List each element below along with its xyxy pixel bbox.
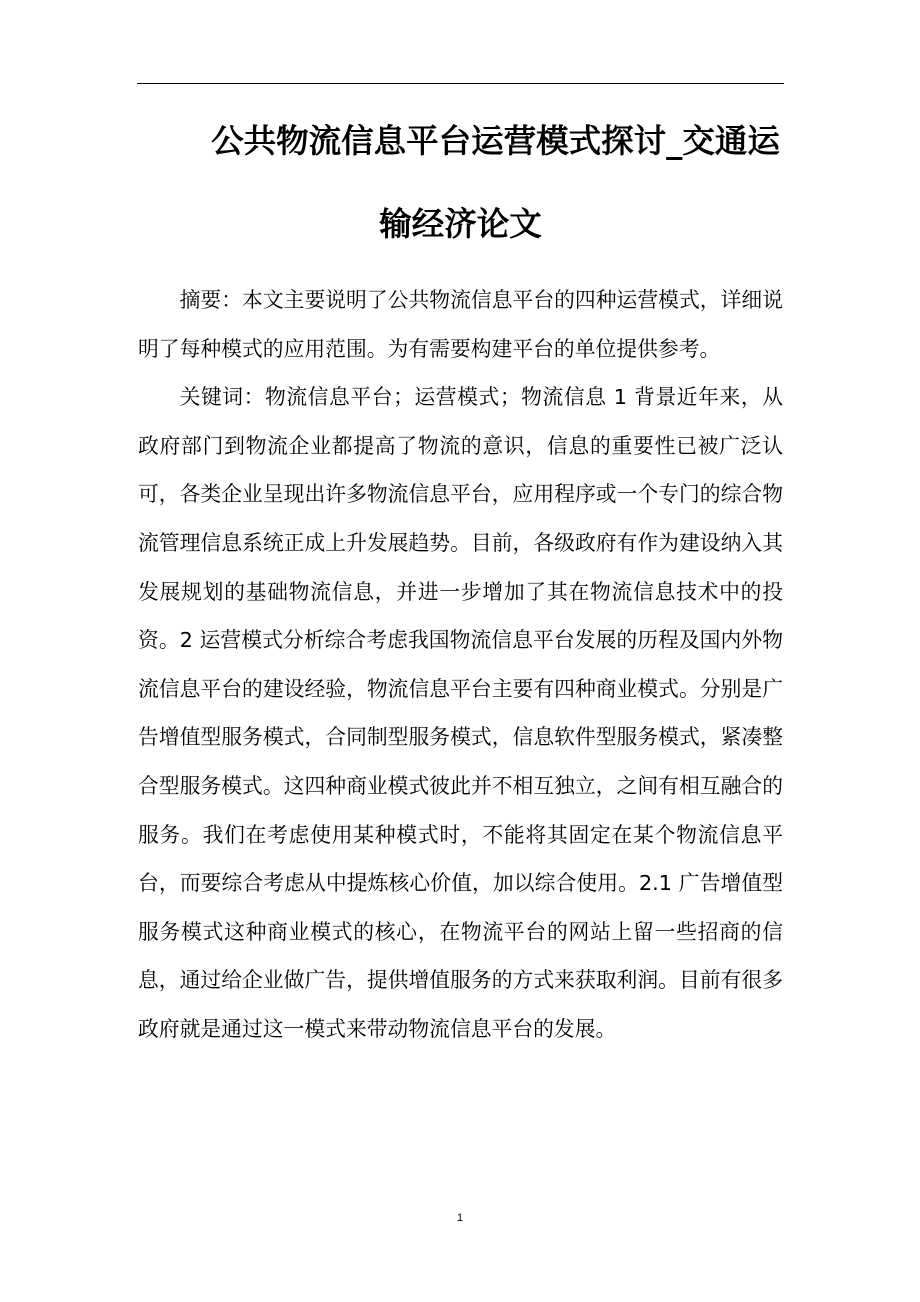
title-line-1: 公共物流信息平台运营模式探讨_交通运 xyxy=(211,122,780,160)
document-body xyxy=(138,276,783,1054)
keywords-body-paragraph: 关键词：物流信息平台；运营模式；物流信息 1 背景近年来，从政府部门到物流企业都提高了物流的意识，信息的重要性已被广泛认可，各类企业呈现出许多物流信息平台，应用程序或一个专门的综合物流管理信息系统正成上升发展趋势。目前，各级政府有作为建设纳入其发展规划的基础物流信息，并进一步增加了其在物流信息技术中的投资。2 运营模式分析综合考虑我国物流信息平台发展的历程及国内外物流信息平台的建设经验，物流信息平台主要有四种商业模式。分别是广告增值型服务模式，合同制型服务模式，信息软件型服务模式，紧凑整合型服务模式。这四种商业模式彼此并不相互独立，之间有相互融合的服务。我们在考虑使用某种模式时，不能将其固定在某个物流信息平台，而要综合考虑从中提炼核心价值，加以综合使用。2.1 广告增值型服务模式这种商业模式的核心，在物流平台的网站上留一些招商的信息，通过给企业做广告，提供增值服务的方式来获取利润。目前有很多政府就是通过这一模式来带动物流信息平台的发展。 xyxy=(138,385,783,1041)
header-rule xyxy=(137,83,784,84)
document-title xyxy=(138,100,783,266)
abstract-paragraph: 摘要：本文主要说明了公共物流信息平台的四种运营模式，详细说明了每种模式的应用范围。为有需要构建平台的单位提供参考。 xyxy=(138,288,783,361)
title-line-2: 输经济论文 xyxy=(379,205,542,243)
page-number: 1 xyxy=(456,1212,464,1224)
